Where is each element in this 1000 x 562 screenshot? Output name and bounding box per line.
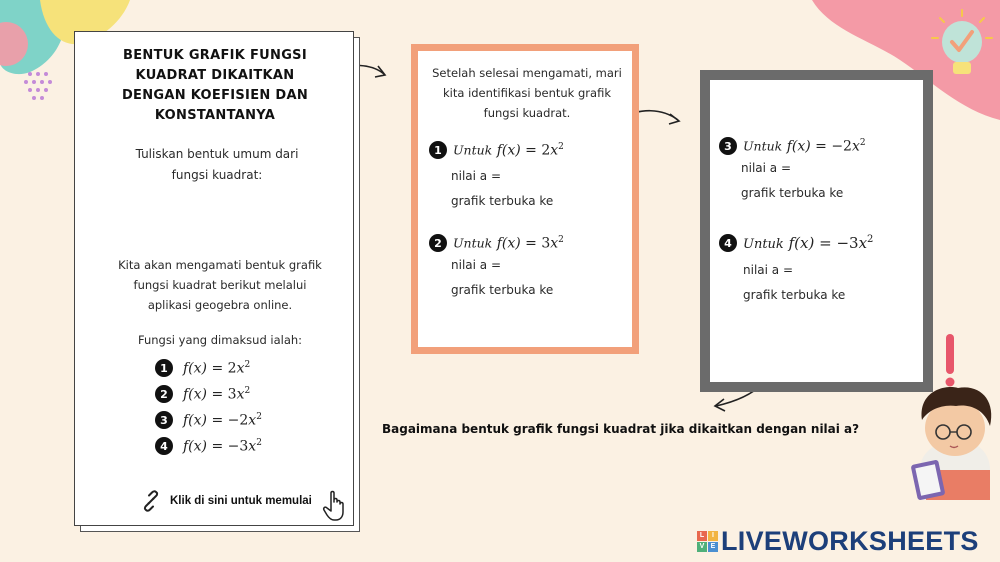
grafik-label: grafik terbuka ke [451, 194, 554, 209]
item-expression [743, 138, 866, 155]
fx-lhs: f(x) = [496, 142, 537, 159]
exp: 2 [867, 234, 874, 245]
card-title [100, 46, 330, 127]
fx-lhs: f(x) = [496, 235, 537, 252]
var: x [236, 360, 245, 377]
live-logo-icon [697, 531, 718, 552]
number-badge: 1 [155, 359, 173, 377]
number-badge: 4 [719, 234, 737, 252]
function-item [155, 355, 262, 381]
function-item [155, 433, 262, 459]
coef: 3 [227, 386, 237, 403]
prompt-line: fungsi kuadrat: [171, 168, 263, 182]
fx-lhs: f(x) = [183, 360, 224, 377]
logo-letter: V [697, 542, 707, 552]
brand-name: LIVEWORKSHEETS [721, 525, 979, 556]
number-badge: 2 [155, 385, 173, 403]
kid-illustration [911, 387, 992, 500]
untuk-label: Untuk [453, 235, 493, 251]
fx-lhs: f(x) = [788, 234, 832, 252]
fx-lhs: f(x) = [786, 138, 827, 155]
var: x [550, 235, 559, 252]
title-line: KUADRAT DIKAITKAN [135, 68, 295, 84]
number-badge: 4 [155, 437, 173, 455]
coef: −2 [227, 412, 249, 429]
coef: −2 [831, 138, 852, 155]
nilai-a-label: nilai a = [743, 263, 793, 277]
var: x [858, 234, 868, 252]
identify-intro-line: kita identifikasi bentuk grafik [443, 86, 611, 101]
dots-pattern [24, 72, 52, 100]
coef: 2 [541, 142, 551, 159]
functions-list [155, 355, 262, 459]
title-line: BENTUK GRAFIK FUNGSI [123, 48, 307, 63]
nilai-a-label: nilai a = [451, 169, 501, 183]
nilai-a-label: nilai a = [741, 161, 791, 175]
exp: 2 [256, 437, 262, 448]
identify-intro [422, 63, 632, 123]
exp: 2 [558, 141, 564, 152]
identify-item [429, 139, 564, 211]
var: x [248, 412, 257, 429]
logo-letter: I [708, 531, 718, 541]
identify-intro-line: fungsi kuadrat. [483, 106, 571, 121]
item-expression [743, 234, 873, 252]
title-line: DENGAN KOEFISIEN DAN [121, 88, 309, 104]
liveworksheets-logo [697, 526, 979, 556]
function-item [155, 407, 262, 433]
intro-line: aplikasi geogebra online. [147, 298, 293, 313]
function-expression [183, 360, 250, 377]
number-badge: 2 [429, 234, 447, 252]
start-link[interactable] [140, 479, 350, 523]
item-expression [453, 142, 564, 159]
var: x [550, 142, 559, 159]
exp: 2 [256, 411, 262, 422]
var: x [248, 438, 257, 455]
link-icon [140, 490, 162, 512]
fx-lhs: f(x) = [183, 438, 224, 455]
untuk-label: Untuk [453, 142, 493, 158]
logo-letter: E [708, 542, 718, 552]
var: x [851, 138, 860, 155]
exp: 2 [558, 234, 564, 245]
exp: 2 [244, 359, 251, 370]
coef: 2 [227, 360, 237, 377]
closing-question: Bagaimana bentuk grafik fungsi kuadrat jika dikaitkan dengan nilai a? [382, 422, 860, 436]
fx-lhs: f(x) = [183, 412, 224, 429]
identify-item [719, 135, 866, 203]
fx-lhs: f(x) = [183, 386, 224, 403]
function-item [155, 381, 262, 407]
function-expression [183, 412, 262, 429]
exp: 2 [859, 137, 866, 148]
grafik-label: grafik terbuka ke [741, 186, 844, 201]
grafik-label: grafik terbuka ke [451, 283, 554, 298]
intro-line: Kita akan mengamati bentuk grafik [118, 258, 322, 272]
grafik-label: grafik terbuka ke [743, 288, 846, 303]
coef: −3 [836, 234, 859, 252]
untuk-label: Untuk [743, 237, 784, 252]
item-expression [453, 235, 564, 252]
nilai-a-label: nilai a = [451, 258, 501, 272]
coef: 3 [541, 235, 551, 252]
general-form-prompt [112, 144, 322, 186]
identify-intro-line: Setelah selesai mengamati, mari [432, 66, 622, 80]
intro-line: fungsi kuadrat berikut melalui [133, 278, 307, 293]
identify-item [429, 232, 564, 300]
function-expression [183, 438, 262, 455]
hand-pointer-icon [322, 489, 350, 523]
exp: 2 [244, 385, 251, 396]
title-line: KONSTANTANYA [154, 108, 276, 124]
functions-heading: Fungsi yang dimaksud ialah: [137, 333, 303, 347]
coef: −3 [227, 438, 249, 455]
identify-item [719, 231, 873, 305]
var: x [236, 386, 245, 403]
intro-text [100, 255, 340, 315]
start-link-label[interactable]: Klik di sini untuk memulai [170, 495, 312, 507]
logo-letter: L [697, 531, 707, 541]
number-badge: 3 [155, 411, 173, 429]
function-expression [183, 386, 250, 403]
number-badge: 1 [429, 141, 447, 159]
prompt-line: Tuliskan bentuk umum dari [135, 147, 299, 161]
number-badge: 3 [719, 137, 737, 155]
exclamation-icon [946, 334, 955, 387]
untuk-label: Untuk [743, 138, 783, 154]
